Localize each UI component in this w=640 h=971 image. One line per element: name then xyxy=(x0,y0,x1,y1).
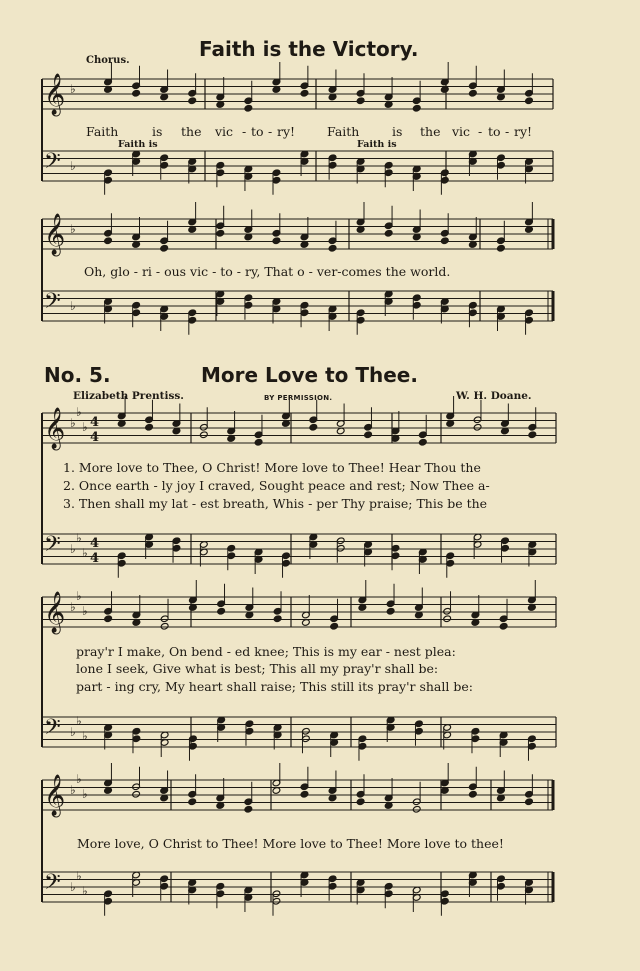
lyric-line-2: Oh, glo - ri - ous vic - to - ry, That o - ver-comes the world. xyxy=(84,264,451,279)
bass-cue: Faith is xyxy=(118,139,158,150)
flat-icon: ♭ xyxy=(76,772,82,786)
lyric-word: ry! xyxy=(514,124,533,139)
verse-2-line: lone I seek, Give what is best; This all my pray'r shall be: xyxy=(76,661,439,676)
flat-icon: ♭ xyxy=(70,416,76,430)
flat-icon: ♭ xyxy=(82,884,88,898)
flat-icon: ♭ xyxy=(70,222,76,236)
notehead xyxy=(254,438,263,446)
notehead xyxy=(525,97,534,105)
bass-clef-icon: 𝄢 xyxy=(44,532,61,562)
notehead xyxy=(217,607,226,615)
notehead xyxy=(440,237,449,245)
notehead xyxy=(469,89,478,97)
time-signature: 4 xyxy=(90,430,100,445)
treble-clef-icon: 𝄞 xyxy=(44,775,66,816)
notehead xyxy=(356,798,365,806)
lyric-word: - xyxy=(478,124,483,139)
song-title: More Love to Thee. xyxy=(201,363,418,387)
lyric-word: is xyxy=(152,124,163,139)
notehead xyxy=(104,237,113,245)
flat-icon: ♭ xyxy=(70,299,76,313)
notehead xyxy=(145,423,154,431)
flat-icon: ♭ xyxy=(70,159,76,173)
flat-icon: ♭ xyxy=(76,869,82,883)
lyric-word: the xyxy=(420,124,441,139)
lyric-word: to xyxy=(251,124,264,139)
flat-icon: ♭ xyxy=(76,531,82,545)
lyric-word: is xyxy=(392,124,403,139)
notehead xyxy=(160,622,169,630)
lyric-word: - xyxy=(242,124,247,139)
notehead xyxy=(104,615,113,623)
notehead xyxy=(328,244,337,252)
verse-2-line: 2. Once earth - ly joy I craved, Sought peace and rest; Now Thee a- xyxy=(63,478,490,493)
notehead xyxy=(412,104,421,112)
flat-icon: ♭ xyxy=(70,880,76,894)
flat-icon: ♭ xyxy=(82,420,88,434)
notehead xyxy=(309,423,318,431)
bass-clef-icon: 𝄢 xyxy=(44,289,61,319)
notehead xyxy=(188,97,197,105)
lyric-word: vic xyxy=(452,124,471,139)
notehead xyxy=(469,790,478,798)
notehead xyxy=(132,790,141,798)
lyric-word: vic xyxy=(215,124,234,139)
notehead xyxy=(160,244,169,252)
lyric-word: Faith xyxy=(86,124,119,139)
verse-1-line: 1. More love to Thee, O Christ! More love to Thee! Hear Thou the xyxy=(63,460,481,475)
refrain-line: More love, O Christ to Thee! More love to Thee! More love to thee! xyxy=(77,836,504,851)
song-title: Faith is the Victory. xyxy=(199,37,419,61)
verse-1-line: pray'r I make, On bend - ed knee; This is my ear - nest plea: xyxy=(76,644,456,659)
flat-icon: ♭ xyxy=(82,787,88,801)
chorus-label: Chorus. xyxy=(86,55,130,66)
notehead xyxy=(330,622,339,630)
notehead xyxy=(273,615,282,623)
notehead xyxy=(364,431,373,439)
notehead xyxy=(132,89,141,97)
flat-icon: ♭ xyxy=(82,546,88,560)
notehead xyxy=(200,431,209,439)
composer-credit: W. H. Doane. xyxy=(456,390,532,402)
notehead xyxy=(188,798,197,806)
flat-icon: ♭ xyxy=(70,82,76,96)
notehead xyxy=(386,607,395,615)
notehead xyxy=(443,615,452,623)
notehead xyxy=(525,798,534,806)
time-signature: 4 xyxy=(90,536,100,551)
notehead xyxy=(473,423,482,431)
bass-clef-icon: 𝄢 xyxy=(44,870,61,900)
lyric-word: to xyxy=(488,124,501,139)
notehead xyxy=(216,229,225,237)
notehead xyxy=(497,244,506,252)
verse-3-line: 3. Then shall my lat - est breath, Whis - per Thy praise; This be the xyxy=(63,496,488,511)
author-credit: Elizabeth Prentiss. xyxy=(73,390,184,402)
lyric-word: - xyxy=(505,124,510,139)
notehead xyxy=(272,237,281,245)
notehead xyxy=(300,89,309,97)
notehead xyxy=(419,438,428,446)
lyric-word: ry! xyxy=(277,124,296,139)
flat-icon: ♭ xyxy=(76,714,82,728)
time-signature: 4 xyxy=(90,551,100,566)
flat-icon: ♭ xyxy=(82,604,88,618)
flat-icon: ♭ xyxy=(70,725,76,739)
notehead xyxy=(499,622,508,630)
flat-icon: ♭ xyxy=(76,589,82,603)
hymn-number: No. 5. xyxy=(44,363,111,387)
lyric-word: - xyxy=(268,124,273,139)
verse-3-line: part - ing cry, My heart shall raise; This still its pray'r shall be: xyxy=(76,679,473,694)
flat-icon: ♭ xyxy=(70,783,76,797)
bass-clef-icon: 𝄢 xyxy=(44,715,61,745)
bass-clef-icon: 𝄢 xyxy=(44,149,61,179)
notehead xyxy=(412,805,421,813)
notehead xyxy=(384,229,393,237)
permission-note: BY PERMISSION. xyxy=(264,394,333,402)
flat-icon: ♭ xyxy=(82,729,88,743)
lyric-word: Faith xyxy=(327,124,360,139)
notehead xyxy=(528,431,537,439)
notehead xyxy=(244,805,253,813)
flat-icon: ♭ xyxy=(70,542,76,556)
notehead xyxy=(356,97,365,105)
notehead xyxy=(300,790,309,798)
treble-clef-icon: 𝄞 xyxy=(44,408,66,449)
flat-icon: ♭ xyxy=(70,600,76,614)
time-signature: 4 xyxy=(90,415,100,430)
bass-cue: Faith is xyxy=(357,139,397,150)
lyric-word: the xyxy=(181,124,202,139)
flat-icon: ♭ xyxy=(76,405,82,419)
treble-clef-icon: 𝄞 xyxy=(44,74,66,115)
notehead xyxy=(244,104,253,112)
treble-clef-icon: 𝄞 xyxy=(44,592,66,633)
treble-clef-icon: 𝄞 xyxy=(44,214,66,255)
